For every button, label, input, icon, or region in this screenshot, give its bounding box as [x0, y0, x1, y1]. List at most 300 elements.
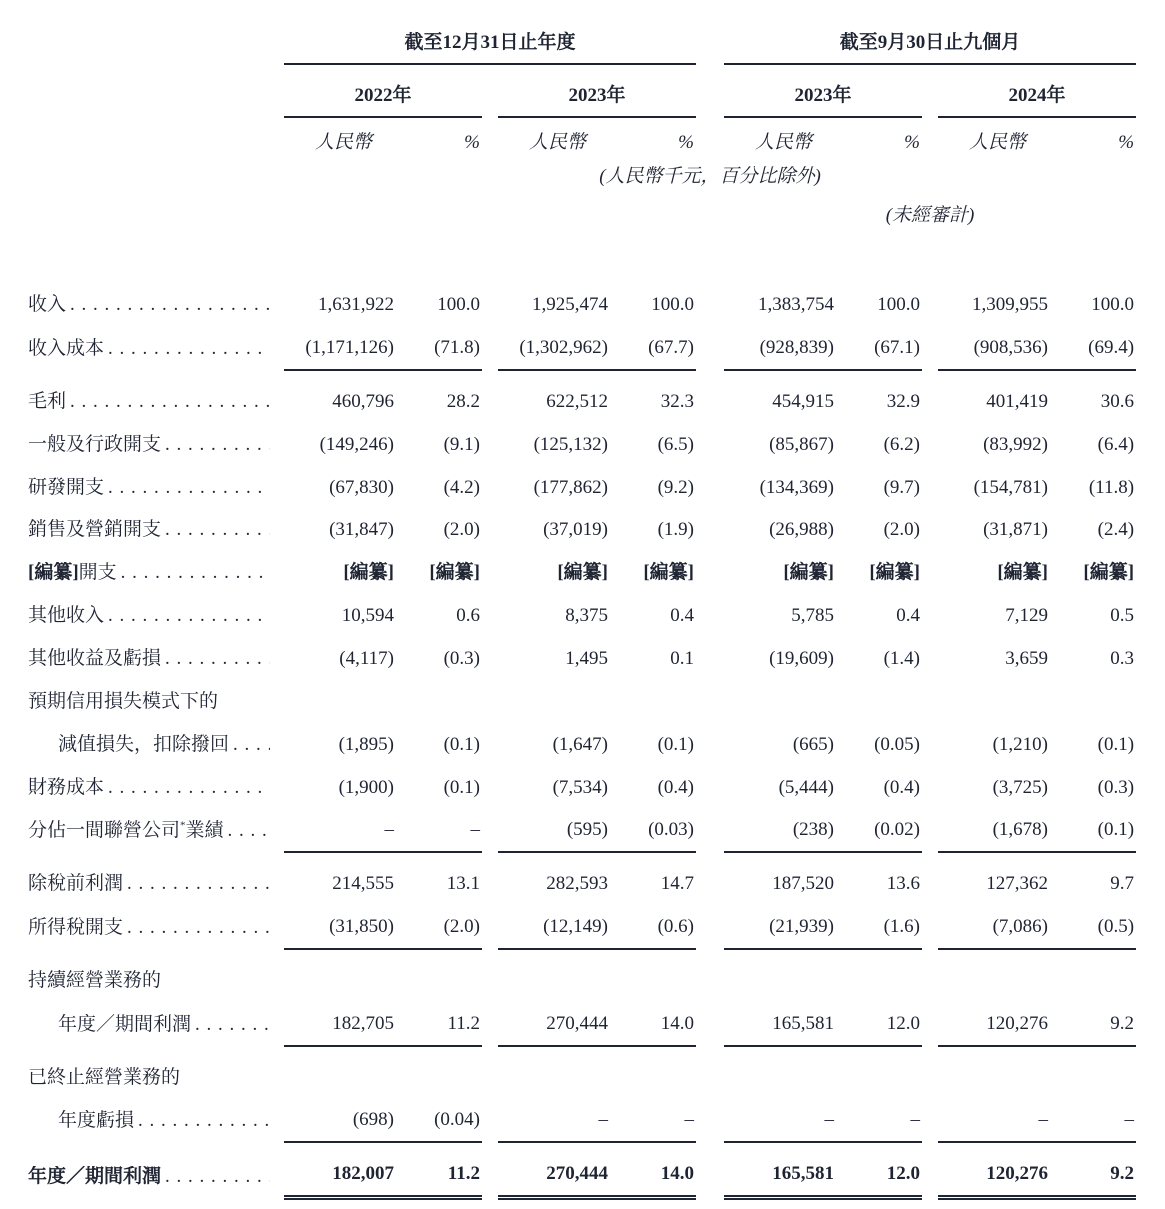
cell-amount: 1,925,474 [532, 294, 608, 316]
cell-amount [724, 1056, 836, 1099]
unit-rmb-label: 人民幣 [968, 131, 1026, 153]
cell-amount: (1,171,126) [284, 326, 396, 370]
table-row [28, 380, 1136, 423]
column-gap [696, 766, 724, 809]
column-gap [482, 1002, 498, 1046]
column-gap [696, 1152, 724, 1197]
column-gap [696, 508, 724, 551]
column-gap [922, 766, 938, 809]
dot-leader [127, 873, 270, 895]
row-label-cell [28, 680, 284, 723]
cell-amount: 3,659 [1005, 647, 1048, 669]
column-gap [922, 723, 938, 766]
footnote-asterisk: * [180, 820, 186, 833]
cell-amount: (125,132) [533, 433, 608, 455]
column-gap [482, 723, 498, 766]
cell-percent: (0.1) [1097, 733, 1135, 755]
column-gap [696, 808, 724, 852]
column-gap [922, 959, 938, 1002]
cell-percent: (0.5) [1050, 905, 1136, 949]
cell-percent: 9.2 [1050, 1152, 1136, 1197]
cell-amount: 1,309,955 [972, 294, 1048, 316]
cell-percent: (2.0) [443, 519, 480, 541]
cell-percent: 13.6 [886, 873, 920, 895]
cell-percent [610, 959, 696, 1002]
table-row [28, 326, 1136, 370]
row-label-cell [28, 766, 284, 809]
cell-amount: 187,520 [772, 873, 834, 895]
cell-percent [836, 680, 922, 723]
column-gap [482, 680, 498, 723]
cell-amount: 165,581 [724, 1002, 836, 1046]
year-2023-interim-header: 2023年 [724, 64, 922, 117]
cell-percent: (2.4) [1097, 519, 1135, 541]
row-label-cell [28, 380, 284, 423]
year-2023-header: 2023年 [498, 64, 696, 117]
column-gap [696, 637, 724, 680]
dot-leader [165, 519, 270, 541]
cell-percent: (2.0) [396, 905, 482, 949]
cell-amount: (1,900) [338, 776, 394, 798]
column-gap [482, 423, 498, 466]
cell-amount: (31,871) [983, 519, 1048, 541]
cell-amount: (26,988) [769, 519, 834, 541]
cell-amount: – [498, 1098, 610, 1142]
cell-percent: (11.8) [1088, 476, 1135, 498]
cell-percent: (69.4) [1050, 326, 1136, 370]
cell-percent: – [836, 1098, 922, 1142]
unit-rmb-label: 人民幣 [528, 131, 586, 153]
cell-amount: (12,149) [498, 905, 610, 949]
row-label-cell [28, 862, 284, 905]
cell-percent: 0.5 [1110, 605, 1135, 627]
cell-amount [284, 1056, 396, 1099]
cell-amount [498, 959, 610, 1002]
column-gap [482, 1152, 498, 1197]
cell-amount: (21,939) [724, 905, 836, 949]
cell-amount: 282,593 [546, 873, 608, 895]
cell-percent [1050, 680, 1136, 723]
currency-note: (人民幣千元，百分比除外) [599, 165, 821, 187]
cell-percent: 14.7 [660, 873, 694, 895]
column-gap [482, 905, 498, 949]
cell-percent: 9.7 [1110, 873, 1135, 895]
cell-percent: (9.7) [883, 476, 920, 498]
row-label-cell [28, 637, 284, 680]
table-row [28, 551, 1136, 594]
column-gap [482, 594, 498, 637]
cell-percent: (0.4) [657, 776, 694, 798]
dot-leader [108, 477, 270, 499]
period-group-annual: 截至12月31日止年度 [284, 18, 696, 64]
table-header [28, 18, 1136, 283]
row-label-cell [28, 423, 284, 466]
year-row [28, 64, 1136, 117]
cell-percent: 32.9 [886, 390, 920, 412]
cell-percent: [編纂] [429, 562, 480, 584]
cell-amount: 401,419 [986, 390, 1048, 412]
cell-amount: 454,915 [772, 390, 834, 412]
period-group-nine-months: 截至9月30日止九個月 [724, 18, 1136, 64]
row-label: 已終止經營業務的 [28, 1066, 181, 1088]
unaudited-row [28, 189, 1136, 229]
column-gap [922, 283, 938, 326]
cell-percent: 100.0 [1091, 294, 1135, 316]
column-gap [922, 1098, 938, 1142]
header-body-spacer [28, 229, 1136, 283]
row-label-cell [28, 808, 284, 852]
row-label: 其他收益及虧損 [28, 647, 162, 669]
cell-amount: (1,647) [552, 733, 608, 755]
cell-amount [724, 680, 836, 723]
cell-percent: (0.1) [443, 733, 480, 755]
cell-percent: (1.6) [836, 905, 922, 949]
cell-percent [396, 959, 482, 1002]
cell-percent [610, 1056, 696, 1099]
cell-amount: [編纂] [557, 562, 608, 584]
cell-percent: (0.02) [836, 808, 922, 852]
column-gap [482, 326, 498, 370]
dot-leader [70, 391, 270, 413]
cell-amount [284, 959, 396, 1002]
table-row [28, 466, 1136, 509]
rule-spacer-row [28, 1046, 1136, 1056]
cell-percent [1050, 1056, 1136, 1099]
cell-amount: 182,007 [284, 1152, 396, 1197]
cell-percent: 13.1 [446, 873, 480, 895]
cell-percent: 30.6 [1100, 390, 1135, 412]
row-label: 財務成本 [28, 776, 105, 798]
unit-rmb-label: 人民幣 [314, 131, 372, 153]
column-gap [696, 380, 724, 423]
unit-percent-label: % [678, 131, 694, 153]
note-row [28, 156, 1136, 190]
unit-percent-label: % [904, 131, 920, 153]
cell-amount: 214,555 [332, 873, 394, 895]
cell-percent: 9.2 [1050, 1002, 1136, 1046]
row-label-cell [28, 1056, 284, 1099]
cell-percent: 0.6 [456, 605, 480, 627]
column-gap [922, 380, 938, 423]
cell-percent [610, 680, 696, 723]
table-row [28, 1152, 1136, 1197]
row-label: 毛利 [28, 390, 67, 412]
cell-percent: (0.03) [610, 808, 696, 852]
cell-percent: 0.4 [670, 605, 694, 627]
row-label-cell [28, 594, 284, 637]
cell-percent: [編纂] [869, 562, 920, 584]
cell-amount [724, 959, 836, 1002]
row-label: 年度／期間利潤 [58, 1013, 192, 1035]
column-gap [922, 508, 938, 551]
column-gap [482, 808, 498, 852]
cell-amount: [編纂] [997, 562, 1048, 584]
row-label-cell [28, 283, 284, 326]
cell-amount: (37,019) [543, 519, 608, 541]
cell-percent: (1.4) [883, 647, 920, 669]
cell-percent [396, 1056, 482, 1099]
row-label-cell [28, 466, 284, 509]
table-row [28, 1056, 1136, 1099]
cell-percent: (67.7) [610, 326, 696, 370]
cell-percent: (0.1) [443, 776, 480, 798]
column-gap [922, 808, 938, 852]
cell-percent: (0.4) [883, 776, 920, 798]
cell-amount: (908,536) [938, 326, 1050, 370]
rule-spacer-row [28, 1142, 1136, 1152]
column-gap [696, 723, 724, 766]
cell-percent: 100.0 [437, 294, 480, 316]
column-gap [696, 1002, 724, 1046]
cell-percent: – [396, 808, 482, 852]
column-gap [696, 1056, 724, 1099]
row-label: [編纂]開支 [28, 562, 117, 584]
cell-percent: (9.2) [657, 476, 694, 498]
year-2022-header: 2022年 [284, 64, 482, 117]
cell-amount: (928,839) [724, 326, 836, 370]
row-label: 其他收入 [28, 605, 105, 627]
column-gap [922, 551, 938, 594]
column-gap [922, 680, 938, 723]
unit-percent-label: % [1118, 131, 1135, 153]
cell-amount: (177,862) [533, 476, 608, 498]
column-gap [696, 1098, 724, 1142]
cell-amount [498, 1056, 610, 1099]
cell-percent: – [1050, 1098, 1136, 1142]
dot-leader [165, 648, 270, 670]
unit-rmb-label: 人民幣 [754, 131, 812, 153]
table-row [28, 423, 1136, 466]
cell-amount: (83,992) [983, 433, 1048, 455]
cell-amount: (85,867) [769, 433, 834, 455]
table-row [28, 808, 1136, 852]
header-spacer [28, 18, 284, 64]
cell-amount: 10,594 [341, 605, 394, 627]
column-gap [922, 637, 938, 680]
column-gap [482, 283, 498, 326]
cell-amount: (5,444) [778, 776, 834, 798]
table-row [28, 723, 1136, 766]
table-row [28, 905, 1136, 949]
row-label: 所得稅開支 [28, 917, 124, 939]
column-gap [922, 466, 938, 509]
column-gap [482, 1056, 498, 1099]
cell-percent: 32.3 [660, 390, 694, 412]
dot-leader [108, 777, 270, 799]
cell-percent: (67.1) [836, 326, 922, 370]
cell-amount: (595) [498, 808, 610, 852]
cell-amount: (698) [284, 1098, 396, 1142]
cell-percent: 14.0 [610, 1152, 696, 1197]
cell-amount [938, 959, 1050, 1002]
column-gap [482, 766, 498, 809]
table-row [28, 594, 1136, 637]
column-gap [696, 326, 724, 370]
cell-amount: 182,705 [284, 1002, 396, 1046]
row-label-cell [28, 326, 284, 370]
cell-amount: (665) [792, 733, 834, 755]
cell-amount: (3,725) [992, 776, 1048, 798]
cell-amount: (134,369) [759, 476, 834, 498]
rule-spacer-row [28, 370, 1136, 380]
cell-percent: (0.05) [874, 733, 920, 755]
cell-percent: 12.0 [836, 1002, 922, 1046]
dot-leader [138, 1110, 270, 1132]
cell-amount: (67,830) [329, 476, 394, 498]
cell-amount: 1,495 [565, 647, 608, 669]
cell-amount: [編纂] [343, 562, 394, 584]
column-gap [922, 326, 938, 370]
cell-percent: (6.2) [883, 433, 920, 455]
row-label: 減值損失，扣除撥回 [58, 733, 230, 755]
row-label-cell [28, 1002, 284, 1046]
rule-spacer-row [28, 949, 1136, 959]
year-2024-header: 2024年 [938, 64, 1136, 117]
column-gap [696, 862, 724, 905]
cell-amount: 622,512 [546, 390, 608, 412]
row-label-cell [28, 1152, 284, 1197]
unaudited-note: (未經審計) [885, 205, 975, 227]
cell-percent: (0.1) [657, 733, 694, 755]
cell-percent: (1.9) [657, 519, 694, 541]
column-gap [922, 1056, 938, 1099]
row-label: 年度虧損 [58, 1110, 135, 1132]
cell-percent: 0.3 [1110, 647, 1135, 669]
column-gap [482, 1098, 498, 1142]
cell-amount: 1,383,754 [758, 294, 834, 316]
cell-amount: (7,086) [938, 905, 1050, 949]
cell-percent: (6.4) [1097, 433, 1135, 455]
cell-amount [498, 680, 610, 723]
cell-amount: – [284, 808, 396, 852]
column-gap [482, 508, 498, 551]
row-label-cell [28, 905, 284, 949]
cell-percent: [編纂] [1083, 562, 1135, 584]
cell-percent: [編纂] [643, 562, 694, 584]
cell-percent: 28.2 [446, 390, 480, 412]
cell-percent: 100.0 [877, 294, 920, 316]
cell-amount: (1,678) [938, 808, 1050, 852]
cell-percent: 11.2 [396, 1152, 482, 1197]
table-row [28, 637, 1136, 680]
row-label: 預期信用損失模式下的 [28, 690, 219, 712]
row-label: 分佔一間聯營公司*業績 [28, 820, 224, 842]
table-row [28, 862, 1136, 905]
cell-percent: (6.5) [657, 433, 694, 455]
row-label: 研發開支 [28, 476, 105, 498]
cell-amount: 1,631,922 [318, 294, 394, 316]
cell-amount: 127,362 [986, 873, 1048, 895]
cell-percent: (4.2) [443, 476, 480, 498]
column-gap [696, 466, 724, 509]
cell-amount: (4,117) [339, 647, 394, 669]
cell-percent [836, 959, 922, 1002]
row-label: 一般及行政開支 [28, 433, 162, 455]
cell-percent: (0.04) [396, 1098, 482, 1142]
column-gap [696, 283, 724, 326]
dot-leader [108, 605, 270, 627]
column-gap [696, 959, 724, 1002]
cell-amount: 460,796 [332, 390, 394, 412]
row-label-cell [28, 959, 284, 1002]
column-gap [696, 594, 724, 637]
row-label: 銷售及營銷開支 [28, 519, 162, 541]
column-gap [922, 594, 938, 637]
column-gap [696, 551, 724, 594]
cell-percent [1050, 959, 1136, 1002]
dot-leader [121, 562, 270, 584]
table-row [28, 959, 1136, 1002]
cell-percent: (0.1) [1050, 808, 1136, 852]
cell-amount: 270,444 [498, 1002, 610, 1046]
dot-leader [228, 820, 270, 842]
row-label: 收入 [28, 294, 67, 316]
cell-amount: 120,276 [938, 1152, 1050, 1197]
dot-leader [165, 434, 270, 456]
period-group-row [28, 18, 1136, 64]
group-gap [696, 18, 724, 64]
cell-amount: (7,534) [552, 776, 608, 798]
dot-leader [165, 1166, 270, 1188]
column-gap [482, 862, 498, 905]
financial-summary-table [28, 18, 1136, 1209]
column-gap [922, 423, 938, 466]
cell-percent: (0.6) [610, 905, 696, 949]
cell-percent: – [610, 1098, 696, 1142]
cell-amount [938, 680, 1050, 723]
table-body [28, 283, 1136, 1209]
cell-amount: (238) [724, 808, 836, 852]
column-gap [696, 423, 724, 466]
cell-percent: (71.8) [396, 326, 482, 370]
cell-amount: 270,444 [498, 1152, 610, 1197]
column-gap [482, 380, 498, 423]
cell-amount: (19,609) [769, 647, 834, 669]
cell-percent: (9.1) [443, 433, 480, 455]
dot-leader [127, 917, 270, 939]
cell-amount: [編纂] [783, 562, 834, 584]
column-gap [922, 905, 938, 949]
cell-amount: (149,246) [319, 433, 394, 455]
row-label: 除稅前利潤 [28, 873, 124, 895]
column-gap [482, 959, 498, 1002]
row-label-cell [28, 1098, 284, 1142]
unit-percent-label: % [464, 131, 480, 153]
dot-leader [70, 294, 270, 316]
column-gap [922, 862, 938, 905]
cell-amount: (154,781) [973, 476, 1048, 498]
dot-leader [233, 734, 270, 756]
cell-amount [938, 1056, 1050, 1099]
cell-percent: 14.0 [610, 1002, 696, 1046]
cell-percent: (0.3) [443, 647, 480, 669]
table-row [28, 766, 1136, 809]
cell-amount: 8,375 [565, 605, 608, 627]
column-gap [482, 551, 498, 594]
table-row [28, 1002, 1136, 1046]
cell-amount: (31,850) [284, 905, 396, 949]
row-label-cell [28, 723, 284, 766]
cell-percent [836, 1056, 922, 1099]
table-row [28, 283, 1136, 326]
cell-amount: (1,302,962) [498, 326, 610, 370]
rule-spacer-row [28, 852, 1136, 862]
cell-percent: 12.0 [836, 1152, 922, 1197]
table-row [28, 680, 1136, 723]
row-label: 持續經營業務的 [28, 969, 162, 991]
row-label-cell [28, 508, 284, 551]
cell-amount: – [938, 1098, 1050, 1142]
